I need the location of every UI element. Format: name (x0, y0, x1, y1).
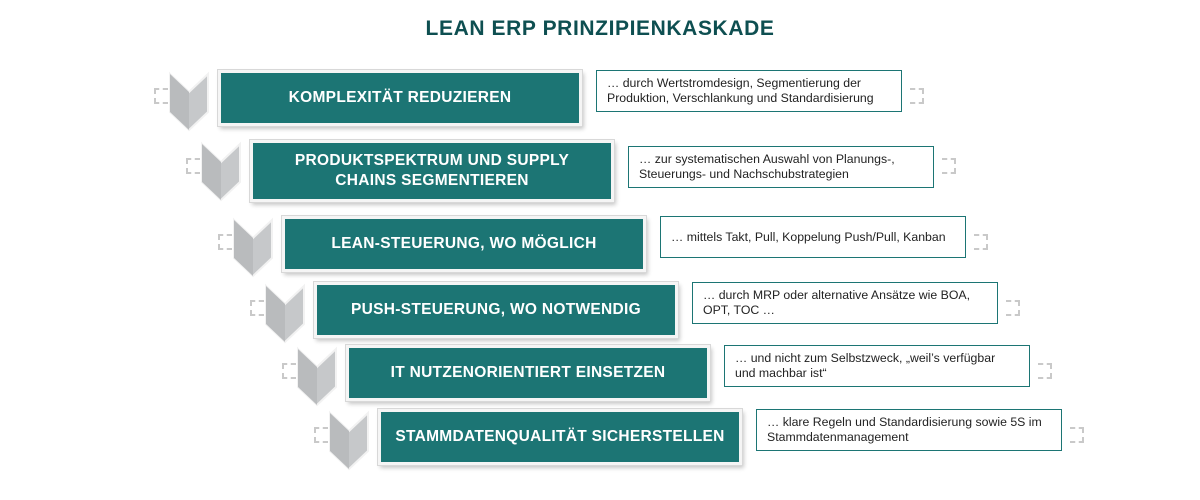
principle-label: PRODUKTSPEKTRUM UND SUPPLY CHAINS SEGMENTIEREN (294, 152, 570, 189)
dashed-bracket-left (186, 158, 200, 174)
description-box (660, 216, 966, 258)
description-box (692, 282, 998, 324)
description-text: … durch Wertstromdesign, Segmentierung der Produktion, Verschlankung und Standardisierung (607, 76, 874, 105)
cascade-step-1 (154, 70, 954, 140)
dashed-bracket-right (910, 88, 924, 104)
principle-label: LEAN-STEUERUNG, WO MÖGLICH (331, 235, 597, 252)
chevron-down-icon (200, 140, 242, 202)
principle-box (346, 345, 710, 401)
page-title: LEAN ERP PRINZIPIENKASKADE (425, 17, 775, 40)
cascade-step-3 (218, 216, 1018, 286)
chevron-down-icon (168, 70, 210, 132)
description-text: … zur systematischen Auswahl von Planungs-, Steuerungs- und Nachschubstrategien (639, 152, 895, 181)
description-text: … und nicht zum Selbstzweck, „weil’s verfügbar und machbar ist“ (735, 351, 996, 380)
dashed-bracket-right (1006, 300, 1020, 316)
chevron-down-icon (328, 409, 370, 471)
dashed-bracket-right (1038, 363, 1052, 379)
dashed-bracket-right (974, 234, 988, 250)
dashed-bracket-left (218, 234, 232, 250)
principle-label: KOMPLEXITÄT REDUZIEREN (288, 89, 512, 106)
description-text: … klare Regeln und Standardisierung sowie 5S im Stammdatenmanagement (767, 415, 1042, 444)
principle-box (250, 140, 614, 202)
description-text: … durch MRP oder alternative Ansätze wie BOA, OPT, TOC … (703, 288, 971, 317)
description-text: … mittels Takt, Pull, Koppelung Push/Pull, Kanban (671, 229, 946, 244)
dashed-bracket-left (250, 300, 264, 316)
dashed-bracket-left (154, 88, 168, 104)
principle-box (378, 409, 742, 465)
description-box (596, 70, 902, 112)
description-box (724, 345, 1030, 387)
chevron-down-icon (232, 216, 274, 278)
cascade-step-4 (250, 282, 1050, 352)
principle-box (314, 282, 678, 338)
principle-label: PUSH-STEUERUNG, WO NOTWENDIG (351, 301, 641, 318)
description-box (628, 146, 934, 188)
description-box (756, 409, 1062, 451)
principle-label: STAMMDATENQUALITÄT SICHERSTELLEN (395, 428, 725, 445)
cascade-step-6 (314, 409, 1114, 479)
principle-box (218, 70, 582, 126)
chevron-down-icon (264, 282, 306, 344)
principle-label: IT NUTZENORIENTIERT EINSETZEN (390, 364, 666, 381)
chevron-down-icon (296, 345, 338, 407)
dashed-bracket-right (942, 158, 956, 174)
principle-box (282, 216, 646, 272)
dashed-bracket-right (1070, 427, 1084, 443)
cascade-step-2 (186, 140, 986, 210)
dashed-bracket-left (314, 427, 328, 443)
dashed-bracket-left (282, 363, 296, 379)
cascade-step-5 (282, 345, 1082, 415)
